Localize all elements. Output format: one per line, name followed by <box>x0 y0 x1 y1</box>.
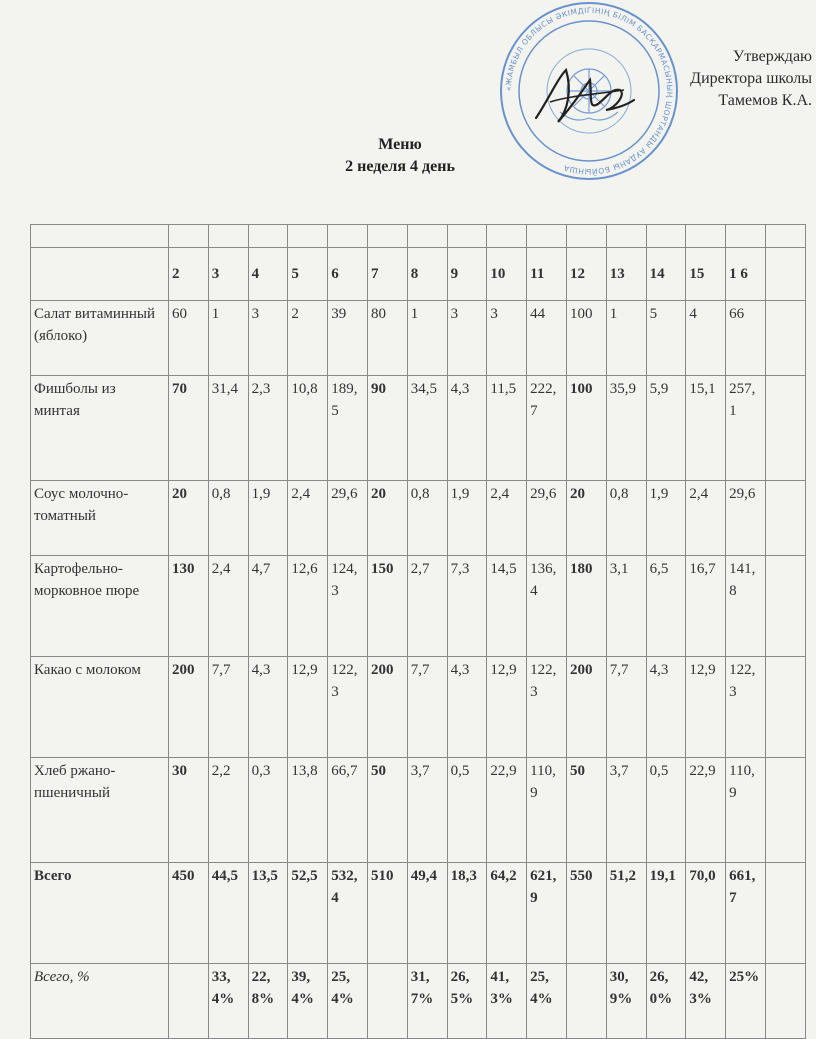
table-cell: 49,4 <box>407 863 447 964</box>
table-cell: 1 <box>407 301 447 376</box>
table-cell: 136,4 <box>527 556 567 657</box>
table-cell: 122,3 <box>328 657 368 758</box>
row-label: Соус молочно-томатный <box>31 481 169 556</box>
row-label: Фишболы из минтая <box>31 376 169 481</box>
table-cell: 14,5 <box>487 556 527 657</box>
table-cell: 22,9 <box>686 758 726 863</box>
table-cell: 11,5 <box>487 376 527 481</box>
row-label: Какао с молоком <box>31 657 169 758</box>
menu-table <box>30 224 806 1039</box>
table-cell: 7,7 <box>407 657 447 758</box>
table-cell: 12,9 <box>288 657 328 758</box>
table-cell: 4,3 <box>447 376 487 481</box>
table-cell: 30 <box>169 758 209 863</box>
table-cell: 150 <box>367 556 407 657</box>
table-cell: 70,0 <box>686 863 726 964</box>
table-cell: 7,7 <box>606 657 646 758</box>
table-cell: 66 <box>726 301 766 376</box>
table-cell: 26,5% <box>447 964 487 1039</box>
table-row <box>31 301 806 376</box>
table-cell: 2,4 <box>288 481 328 556</box>
table-cell: 2,7 <box>407 556 447 657</box>
table-cell: 39,4% <box>288 964 328 1039</box>
menu-title <box>250 134 550 178</box>
table-cell: 25,4% <box>527 964 567 1039</box>
table-cell <box>31 225 169 248</box>
table-cell: 12,9 <box>487 657 527 758</box>
approval-person: Тамемов К.А. <box>718 92 812 109</box>
table-cell: 34,5 <box>407 376 447 481</box>
table-row <box>31 758 806 863</box>
row-label: Хлеб ржано-пшеничный <box>31 758 169 863</box>
row-label: Всего, % <box>31 964 169 1039</box>
table-cell: 29,6 <box>726 481 766 556</box>
header-number: 15 <box>686 248 726 301</box>
table-cell: 450 <box>169 863 209 964</box>
table-cell: 31,4 <box>208 376 248 481</box>
header-number: 6 <box>328 248 368 301</box>
stamp-outer-text: «ЖАМБЫЛ ОБЛЫСЫ ӘКІМДІГІНІҢ БІЛІМ БАСҚАРМАСЫНЫҢ ШОРТАНДЫ АУДАНЫ БОЙЫНША <box>503 5 675 177</box>
table-cell: 42,3% <box>686 964 726 1039</box>
table-cell: 7,7 <box>208 657 248 758</box>
table-cell: 550 <box>566 863 606 964</box>
table-cell: 4,3 <box>248 657 288 758</box>
table-cell: 3,1 <box>606 556 646 657</box>
table-cell: 25,4% <box>328 964 368 1039</box>
table-cell: 20 <box>367 481 407 556</box>
table-cell: 510 <box>367 863 407 964</box>
table-row <box>31 376 806 481</box>
header-number: 8 <box>407 248 447 301</box>
table-cell: 661,7 <box>726 863 766 964</box>
table-cell: 60 <box>169 301 209 376</box>
table-cell: 80 <box>367 301 407 376</box>
header-number: 13 <box>606 248 646 301</box>
table-cell: 64,2 <box>487 863 527 964</box>
table-cell: 7,3 <box>447 556 487 657</box>
table-cell: 13,5 <box>248 863 288 964</box>
approval-title: Утверждаю <box>732 48 812 65</box>
table-cell: 70 <box>169 376 209 481</box>
row-label: Всего <box>31 863 169 964</box>
table-cell: 50 <box>566 758 606 863</box>
table-row <box>31 657 806 758</box>
table-cell: 222,7 <box>527 376 567 481</box>
menu-subtitle: 2 неделя 4 день <box>345 158 455 175</box>
table-cell: 2,4 <box>208 556 248 657</box>
table-cell: 3 <box>447 301 487 376</box>
table-cell: 2,2 <box>208 758 248 863</box>
table-cell: 44,5 <box>208 863 248 964</box>
table-cell: 90 <box>367 376 407 481</box>
table-cell: 22,8% <box>248 964 288 1039</box>
table-cell: 25% <box>726 964 766 1039</box>
table-cell: 3 <box>487 301 527 376</box>
header-number: 11 <box>527 248 567 301</box>
table-cell: 30,9% <box>606 964 646 1039</box>
table-cell: 4,7 <box>248 556 288 657</box>
menu-heading: Меню <box>378 136 422 153</box>
table-cell: 621,9 <box>527 863 567 964</box>
total-percent-row <box>31 964 806 1039</box>
row-label: Салат витаминный (яблоко) <box>31 301 169 376</box>
table-cell: 2,3 <box>248 376 288 481</box>
table-cell: 130 <box>169 556 209 657</box>
table-cell: 29,6 <box>527 481 567 556</box>
table-cell: 1,9 <box>646 481 686 556</box>
table-cell: 22,9 <box>487 758 527 863</box>
table-cell: 110,9 <box>527 758 567 863</box>
table-cell: 0,8 <box>606 481 646 556</box>
approval-position: Директора школы <box>690 70 812 87</box>
table-cell: 110,9 <box>726 758 766 863</box>
table-cell: 52,5 <box>288 863 328 964</box>
table-cell: 180 <box>566 556 606 657</box>
table-cell: 20 <box>169 481 209 556</box>
table-cell: 4,3 <box>447 657 487 758</box>
table-cell: 66,7 <box>328 758 368 863</box>
table-cell: 39 <box>328 301 368 376</box>
table-cell: 5,9 <box>646 376 686 481</box>
table-cell <box>566 964 606 1039</box>
table-cell: 35,9 <box>606 376 646 481</box>
table-cell: 50 <box>367 758 407 863</box>
table-cell: 100 <box>566 301 606 376</box>
header-number: 4 <box>248 248 288 301</box>
table-row <box>31 481 806 556</box>
table-cell: 33,4% <box>208 964 248 1039</box>
header-number: 10 <box>487 248 527 301</box>
table-cell: 257,1 <box>726 376 766 481</box>
table-header-cell <box>31 248 169 301</box>
table-cell: 4 <box>686 301 726 376</box>
approval-block <box>632 46 812 112</box>
table-cell: 0,8 <box>407 481 447 556</box>
table-cell: 2,4 <box>686 481 726 556</box>
header-number: 5 <box>288 248 328 301</box>
header-number: 3 <box>208 248 248 301</box>
table-cell: 15,1 <box>686 376 726 481</box>
table-cell: 12,6 <box>288 556 328 657</box>
table-cell: 31,7% <box>407 964 447 1039</box>
table-cell: 2,4 <box>487 481 527 556</box>
table-cell: 51,2 <box>606 863 646 964</box>
table-cell: 1,9 <box>248 481 288 556</box>
table-cell: 5 <box>646 301 686 376</box>
director-signature <box>528 60 638 130</box>
table-cell: 189,5 <box>328 376 368 481</box>
total-row <box>31 863 806 964</box>
table-cell: 0,8 <box>208 481 248 556</box>
table-cell: 18,3 <box>447 863 487 964</box>
table-cell <box>367 964 407 1039</box>
header-number: 2 <box>169 248 209 301</box>
table-cell: 532,4 <box>328 863 368 964</box>
table-cell: 6,5 <box>646 556 686 657</box>
table-header-blank-row <box>31 225 806 248</box>
table-cell: 41,3% <box>487 964 527 1039</box>
table-cell: 200 <box>367 657 407 758</box>
header-number: 14 <box>646 248 686 301</box>
table-cell: 10,8 <box>288 376 328 481</box>
table-cell: 16,7 <box>686 556 726 657</box>
table-cell: 44 <box>527 301 567 376</box>
row-label: Картофельно-морковное пюре <box>31 556 169 657</box>
table-cell: 4,3 <box>646 657 686 758</box>
table-cell: 0,5 <box>447 758 487 863</box>
table-cell: 141,8 <box>726 556 766 657</box>
table-cell <box>169 964 209 1039</box>
table-row <box>31 556 806 657</box>
table-cell: 100 <box>566 376 606 481</box>
table-cell: 1 <box>606 301 646 376</box>
table-cell: 124,3 <box>328 556 368 657</box>
table-cell: 1,9 <box>447 481 487 556</box>
table-cell: 122,3 <box>726 657 766 758</box>
table-cell: 26,0% <box>646 964 686 1039</box>
table-header-row <box>31 248 806 301</box>
header-number: 12 <box>566 248 606 301</box>
table-cell: 3,7 <box>606 758 646 863</box>
table-cell: 1 <box>208 301 248 376</box>
table-cell: 29,6 <box>328 481 368 556</box>
table-cell: 0,5 <box>646 758 686 863</box>
table-cell: 2 <box>288 301 328 376</box>
table-cell: 3,7 <box>407 758 447 863</box>
table-cell: 200 <box>169 657 209 758</box>
header-number: 7 <box>367 248 407 301</box>
header-number: 9 <box>447 248 487 301</box>
table-cell: 0,3 <box>248 758 288 863</box>
table-cell: 19,1 <box>646 863 686 964</box>
table-cell: 13,8 <box>288 758 328 863</box>
table-cell: 200 <box>566 657 606 758</box>
table-cell: 12,9 <box>686 657 726 758</box>
table-cell: 122,3 <box>527 657 567 758</box>
table-cell: 3 <box>248 301 288 376</box>
table-cell: 20 <box>566 481 606 556</box>
header-number: 1 6 <box>726 248 766 301</box>
